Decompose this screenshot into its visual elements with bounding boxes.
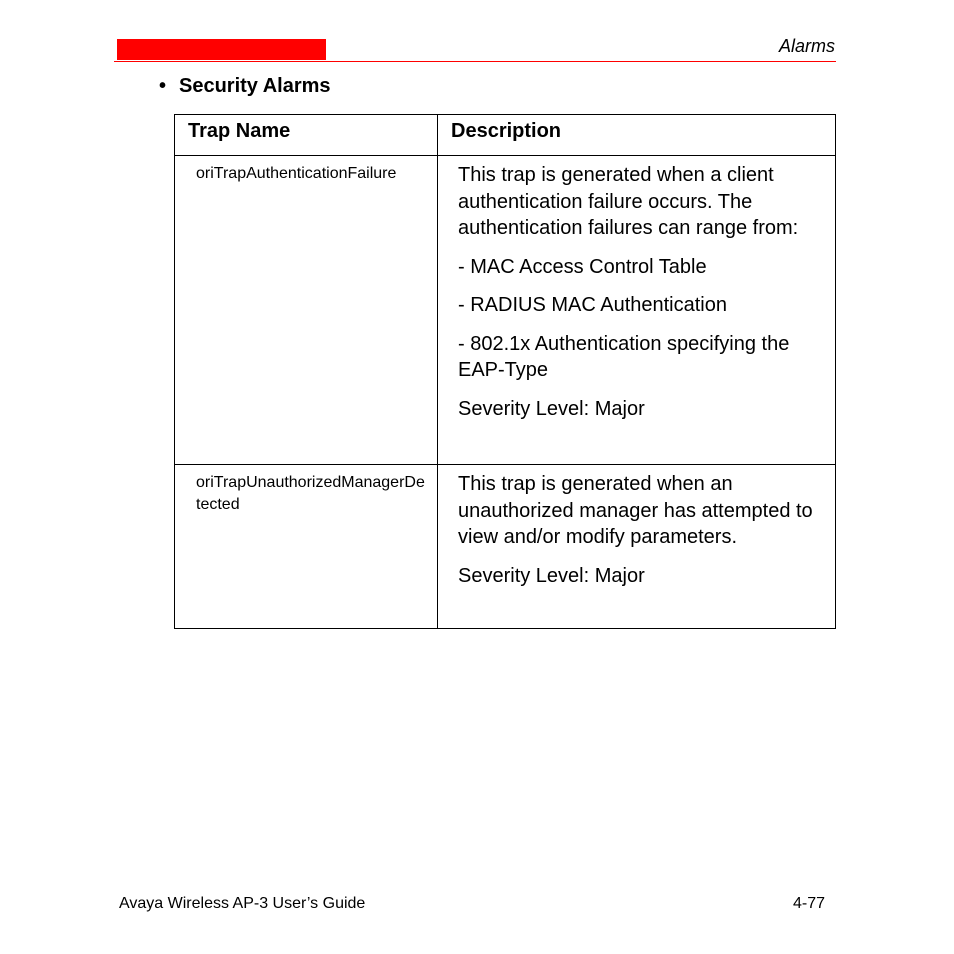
trap-name-cell bbox=[175, 156, 438, 465]
section-heading-text: Security Alarms bbox=[179, 75, 331, 97]
trap-name: oriTrapUnauthorizedManagerDetected bbox=[196, 474, 425, 513]
security-alarms-table bbox=[174, 114, 836, 629]
footer-page-number: 4-77 bbox=[792, 895, 825, 912]
trap-name-cell bbox=[175, 465, 438, 629]
table-row bbox=[175, 156, 836, 465]
header-accent-bar bbox=[117, 39, 326, 60]
bullet-glyph: • bbox=[159, 75, 167, 97]
footer-guide-title: Avaya Wireless AP-3 User’s Guide bbox=[119, 895, 366, 912]
description-paragraph: This trap is generated when a client authentication failure occurs. The authentication failures can range from: bbox=[458, 164, 799, 239]
description-paragraph: - RADIUS MAC Authentication bbox=[458, 294, 727, 316]
trap-name: oriTrapAuthenticationFailure bbox=[196, 165, 397, 182]
running-header-title: Alarms bbox=[778, 36, 835, 56]
description-paragraph: - 802.1x Authentication specifying the EAP-Type bbox=[458, 332, 790, 381]
severity-level: Severity Level: Major bbox=[458, 397, 645, 420]
header-rule bbox=[114, 61, 836, 62]
description-cell bbox=[438, 156, 836, 465]
column-header-description: Description bbox=[438, 115, 836, 156]
description-paragraph: This trap is generated when an unauthorized manager has attempted to view and/or modify parameters. bbox=[458, 473, 813, 548]
table-header-row bbox=[175, 115, 836, 156]
description-paragraph: - MAC Access Control Table bbox=[458, 255, 707, 278]
table-row bbox=[175, 465, 836, 629]
section-heading bbox=[159, 75, 331, 98]
description-cell bbox=[438, 465, 836, 629]
severity-level: Severity Level: Major bbox=[458, 564, 645, 587]
column-header-trap-name: Trap Name bbox=[175, 115, 438, 156]
